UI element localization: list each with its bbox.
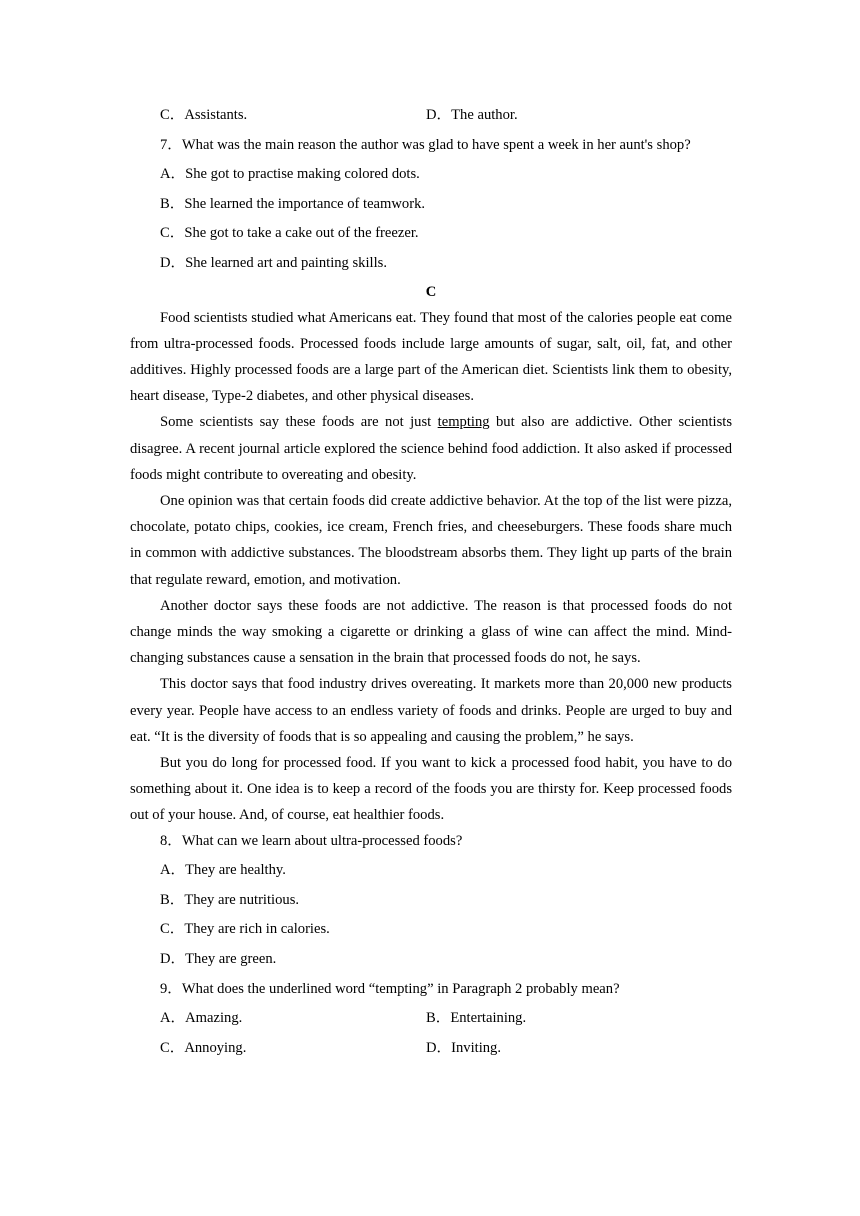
q8-question: 8．What can we learn about ultra-processed foods? bbox=[160, 832, 463, 849]
paragraph-4: Another doctor says these foods are not addictive. The reason is that processed foods do not change minds the way smoking a cigarette or drinking a glass of wine can affect the mind. Mind-changing substances cause a sensation in the brain that processed foods do not, he says. bbox=[130, 597, 732, 667]
q8-option-a: A．They are healthy. bbox=[160, 862, 286, 879]
passage-body bbox=[130, 305, 732, 829]
underlined-word-tempting: tempting bbox=[437, 414, 490, 431]
paragraph-2 bbox=[130, 409, 732, 488]
document-page bbox=[130, 103, 732, 1065]
q6-option-c: C．Assistants. bbox=[160, 107, 248, 123]
q9-options-row-1 bbox=[130, 1006, 732, 1036]
q9-options-row-2 bbox=[130, 1036, 732, 1066]
q8-option-b: B．They are nutritious. bbox=[160, 891, 300, 908]
q8-option-c: C．They are rich in calories. bbox=[160, 921, 330, 938]
q8-option-d: D．They are green. bbox=[160, 951, 277, 967]
q6-option-d: D．The author. bbox=[426, 107, 518, 123]
q9-block bbox=[130, 977, 732, 1066]
paragraph-2-end: but also are addictive. Other scientists disagree. A recent journal article explored the science behind food addiction. It also asked if processed foods might contribute to overeating and obesity. bbox=[130, 414, 733, 483]
q9-option-a: A．Amazing. bbox=[160, 1010, 243, 1027]
q9-option-d: D．Inviting. bbox=[426, 1039, 501, 1056]
q7-question: 7．What was the main reason the author was glad to have spent a week in her aunt's shop? bbox=[160, 136, 691, 153]
q9-option-c: C．Annoying. bbox=[160, 1039, 247, 1056]
q6-options-row bbox=[130, 103, 732, 133]
passage-heading: C bbox=[425, 283, 437, 300]
paragraph-3: One opinion was that certain foods did create addictive behavior. At the top of the list were pizza, chocolate, potato chips, cookies, ice cream, French fries, and cheeseburgers. These foods share much in common with addictive substances. The bloodstream absorbs them. They light up parts of the brain that regulate reward, emotion, and motivation. bbox=[130, 492, 732, 588]
paragraph-5: This doctor says that food industry drives overeating. It markets more than 20,000 new products every year. People have access to an endless variety of foods and drinks. People are urged to buy and eat. “It is the diversity of foods that is so appealing and causing the problem,” he says. bbox=[130, 676, 732, 745]
paragraph-1: Food scientists studied what Americans eat. They found that most of the calories people eat come from ultra-processed foods. Processed foods include large amounts of sugar, salt, oil, fat, and other additives. Highly processed foods are a large part of the American diet. Scientists link them to obesity, heart disease, Type-2 diabetes, and other physical diseases. bbox=[130, 309, 732, 405]
q7-option-d: D．She learned art and painting skills. bbox=[160, 254, 387, 271]
q9-question: 9．What does the underlined word “tempting” in Paragraph 2 probably mean? bbox=[160, 980, 620, 997]
q8-block bbox=[130, 829, 732, 977]
paragraph-2-start: Some scientists say these foods are not just bbox=[160, 414, 438, 431]
q9-option-b: B．Entertaining. bbox=[426, 1010, 527, 1027]
q7-option-c: C．She got to take a cake out of the freezer. bbox=[160, 225, 419, 242]
q7-option-a: A．She got to practise making colored dots. bbox=[160, 166, 420, 183]
paragraph-6: But you do long for processed food. If you want to kick a processed food habit, you have to do something about it. One idea is to keep a record of the foods you are thirsty for. Keep processed foods out of your house. And, of course, eat healthier foods. bbox=[130, 755, 732, 824]
q7-option-b: B．She learned the importance of teamwork. bbox=[160, 195, 426, 212]
